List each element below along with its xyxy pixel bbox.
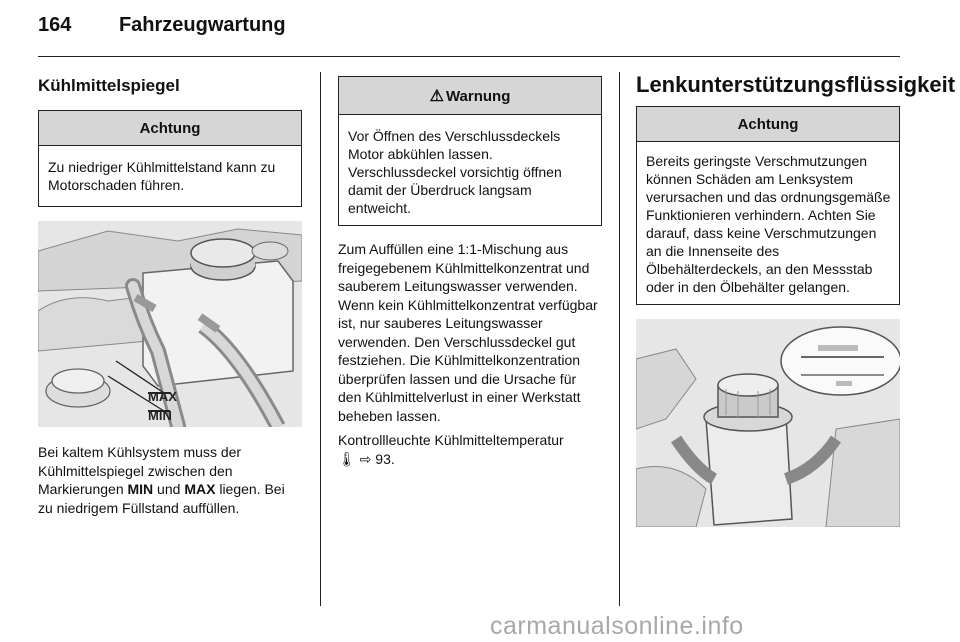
section-title-steering: Lenkunterstützungsflüssigkeit [636,72,956,97]
column-warning [338,72,602,468]
chapter-title: Fahrzeugwartung [118,14,286,36]
caution-heading: Achtung [39,111,301,146]
coolant-reservoir-illustration [38,221,302,427]
label-max: MAX [148,389,177,404]
watermark: carmanualsonline.info [490,612,744,640]
column-divider-1 [320,72,321,606]
caution-box-coolant [38,110,302,207]
page-reference-arrow-icon: ⇨ [359,450,372,467]
indicator-label: Kontrollleuchte Kühlmitteltemperatur [338,432,564,448]
indicator-page-ref[interactable]: 93. [375,450,395,467]
refill-text: Zum Auffüllen eine 1:1-Mischung aus freigegebenem Kühlmittelkonzentrat und sauberem Leitungswasser verwenden. Wenn kein Kühlmittelkonzentrat verfügbar ist, nur sauberes Leitungswasser verwenden. Den Verschlussdeckel gut festziehen. Die Kühlmittelkonzentration überprüfen lassen und die Ursache für den Kühlmittelverlust in einer Werkstatt beheben lassen. [338,241,598,424]
caution-text-steering: Bereits geringste Verschmutzungen können Schäden am Lenksystem verursachen und das ordnungsgemäße Funktionieren verhindern. Achten Sie darauf, dass keine Verschmutzungen an die Innenseite des Ölbehälterdeckels, an den Messstab oder in den Ölbehälter gelangen. [646,153,891,295]
column-coolant [38,72,302,517]
caution-box-steering [636,106,900,305]
max-mark: MAX [184,481,216,497]
column-steering [636,72,956,527]
warning-header [339,77,601,115]
column-divider-2 [619,72,620,606]
warning-text: Vor Öffnen des Verschlussdeckels Motor abkühlen lassen. Verschlussdeckel vorsichtig öffnen damit der Überdruck langsam entweicht. [348,128,562,216]
section-title-coolant: Kühlmittelspiegel [38,76,180,95]
caution-text: Zu niedriger Kühlmittelstand kann zu Motorschaden führen. [48,159,276,193]
steering-reservoir-illustration [636,319,900,527]
warning-box [338,76,602,226]
min-mark: MIN [127,481,154,497]
warning-heading: Warnung [445,88,511,105]
label-min: MIN [148,408,172,423]
page-number: 164 [38,14,72,36]
header-rule [38,56,900,57]
coolant-level-text: Bei kaltem Kühlsystem muss der Kühlmittelspiegel zwischen den Markierungen MIN und MAX liegen. Bei zu niedrigem Füllstand auffüllen. [38,444,285,516]
coolant-temperature-icon: 🌡 [338,450,356,467]
figure-coolant-reservoir [38,221,302,427]
page-header [38,14,286,37]
figure-steering-reservoir [636,319,900,527]
indicator-reference [338,431,602,468]
caution-heading-steering: Achtung [637,107,899,142]
warning-triangle-icon: ⚠ [429,88,444,105]
